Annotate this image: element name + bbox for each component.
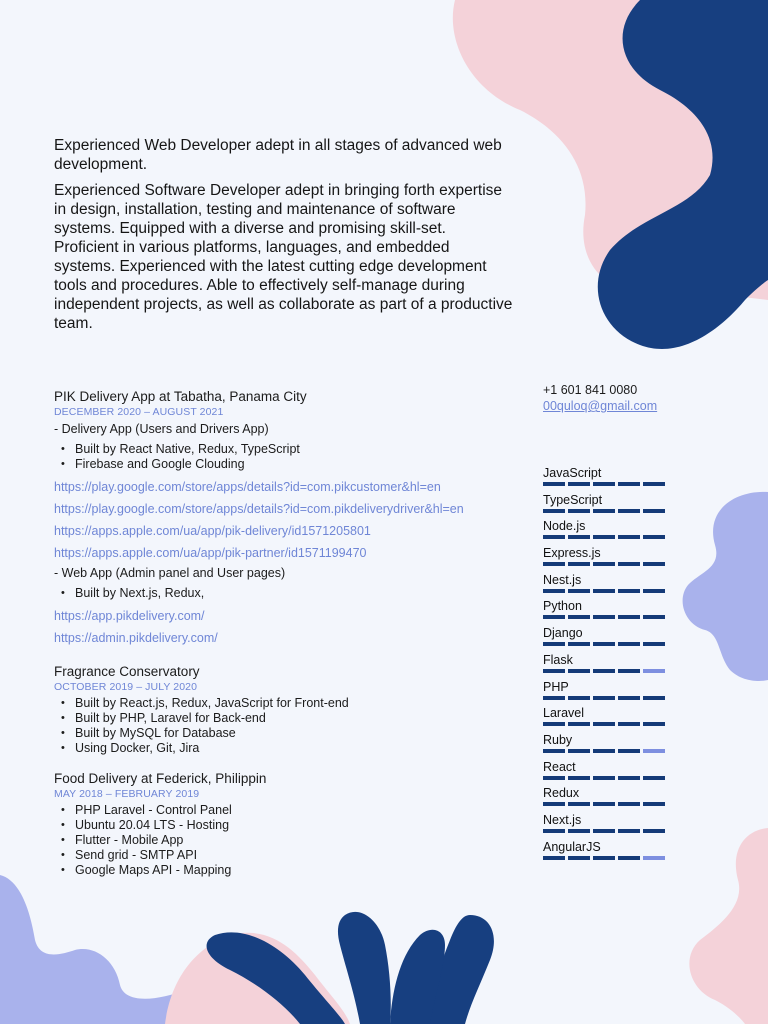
skill-level-segment <box>593 642 615 646</box>
skill-level-segment <box>543 749 565 753</box>
skill-level-bar <box>543 562 665 566</box>
list-item: • Ubuntu 20.04 LTS - Hosting <box>68 818 524 833</box>
skill-level-segment <box>568 722 590 726</box>
skill-level-segment <box>593 509 615 513</box>
skill-level-segment <box>543 696 565 700</box>
pink-blob-bottom-right <box>689 828 768 1024</box>
skill-level-segment <box>643 856 665 860</box>
skill-level-bar <box>543 509 665 513</box>
skill-level-segment <box>543 562 565 566</box>
skill-level-segment <box>643 589 665 593</box>
skill-level-segment <box>618 776 640 780</box>
skill-level-segment <box>568 749 590 753</box>
skill-level-segment <box>643 776 665 780</box>
skill-level-segment <box>593 562 615 566</box>
skill-level-segment <box>618 535 640 539</box>
skill-level-segment <box>643 562 665 566</box>
skill-level-segment <box>593 722 615 726</box>
skill-level-bar <box>543 749 665 753</box>
list-item: • PHP Laravel - Control Panel <box>68 803 524 818</box>
list-item: • Firebase and Google Clouding <box>68 457 524 472</box>
skill-name: Flask <box>543 652 573 667</box>
job-bullets <box>54 803 524 878</box>
skill-level-segment <box>618 829 640 833</box>
skill-level-segment <box>643 749 665 753</box>
skill-level-segment <box>568 615 590 619</box>
skill-level-bar <box>543 589 665 593</box>
skill-level-segment <box>568 856 590 860</box>
skill-level-segment <box>568 509 590 513</box>
skill-level-bar <box>543 696 665 700</box>
web-app-heading: - Web App (Admin panel and User pages) <box>54 566 286 580</box>
skill-level-segment <box>543 642 565 646</box>
navy-leaf-2 <box>338 912 391 1024</box>
experience-section <box>54 388 524 892</box>
skill-level-segment <box>618 856 640 860</box>
summary-section <box>54 136 514 340</box>
skill-level-segment <box>643 615 665 619</box>
skill-level-segment <box>543 829 565 833</box>
skill-level-segment <box>593 535 615 539</box>
summary-paragraph-2: Experienced Software Developer adept in bringing forth expertise in design, installation, testing and maintenance of software systems. Equipped with a diverse and promising skill-set. Proficient in various platforms, languages, and embedded systems. Experienced with the latest cutting edge development tools and procedures. Able to effectively self-manage during independent projects, as well as collaborate as part of a productive team. <box>54 182 513 332</box>
job-title: Fragrance Conservatory <box>54 664 200 679</box>
skill-name: TypeScript <box>543 492 603 507</box>
skill-level-segment <box>643 509 665 513</box>
job-dates: DECEMBER 2020 – AUGUST 2021 <box>54 406 224 418</box>
skill-level-bar <box>543 829 665 833</box>
skill-level-segment <box>643 535 665 539</box>
skill-level-segment <box>543 509 565 513</box>
skill-item <box>543 732 665 759</box>
skill-level-segment <box>643 829 665 833</box>
skill-level-segment <box>618 696 640 700</box>
job-dates: MAY 2018 – FEBRUARY 2019 <box>54 788 200 800</box>
skill-level-segment <box>593 829 615 833</box>
list-item: • Built by PHP, Laravel for Back-end <box>68 711 524 726</box>
skill-item <box>543 812 665 839</box>
link-admin-pikdelivery[interactable]: https://admin.pikdelivery.com/ <box>54 631 218 645</box>
email-link[interactable]: 00quloq@gmail.com <box>543 399 658 413</box>
skill-item <box>543 572 665 599</box>
skill-name: Redux <box>543 786 580 801</box>
skill-level-segment <box>568 829 590 833</box>
skill-level-segment <box>618 615 640 619</box>
skill-level-segment <box>593 802 615 806</box>
lavender-blob-right <box>683 492 768 681</box>
link-play-customer[interactable]: https://play.google.com/store/apps/details?id=com.pikcustomer&hl=en <box>54 480 441 494</box>
list-item: • Using Docker, Git, Jira <box>68 741 524 756</box>
skill-level-segment <box>643 722 665 726</box>
skill-item <box>543 625 665 652</box>
skill-level-segment <box>643 669 665 673</box>
skill-item <box>543 785 665 812</box>
skill-level-segment <box>593 589 615 593</box>
skill-level-segment <box>618 509 640 513</box>
mobile-app-bullets <box>54 442 524 472</box>
skill-level-segment <box>543 802 565 806</box>
skill-level-segment <box>568 669 590 673</box>
skill-item <box>543 598 665 625</box>
skill-name: Django <box>543 626 583 641</box>
skill-name: JavaScript <box>543 466 602 480</box>
list-item: • Send grid - SMTP API <box>68 848 524 863</box>
contact-section <box>543 382 657 414</box>
skill-item <box>543 545 665 572</box>
skill-level-segment <box>618 802 640 806</box>
skill-level-bar <box>543 615 665 619</box>
skill-level-segment <box>568 482 590 486</box>
job-bullets <box>54 696 524 756</box>
job-title: PIK Delivery App at Tabatha, Panama City <box>54 389 307 404</box>
skill-level-segment <box>643 642 665 646</box>
skill-level-bar <box>543 776 665 780</box>
skill-level-segment <box>643 482 665 486</box>
skill-item <box>543 492 665 519</box>
skill-name: Next.js <box>543 812 582 827</box>
summary-paragraph-1: Experienced Web Developer adept in all stages of advanced web development. <box>54 137 502 173</box>
list-item: • Flutter - Mobile App <box>68 833 524 848</box>
skill-level-segment <box>593 856 615 860</box>
list-item: • Built by MySQL for Database <box>68 726 524 741</box>
list-item: • Built by React Native, Redux, TypeScript <box>68 442 524 457</box>
job-fragrance-conservatory <box>54 663 524 756</box>
skill-level-bar <box>543 482 665 486</box>
job-food-delivery <box>54 770 524 878</box>
web-app-bullets <box>54 586 524 601</box>
skill-item <box>543 705 665 732</box>
link-play-driver[interactable]: https://play.google.com/store/apps/details?id=com.pikdeliverydriver&hl=en <box>54 502 464 516</box>
list-item: • Built by React.js, Redux, JavaScript for Front-end <box>68 696 524 711</box>
job-title: Food Delivery at Federick, Philippin <box>54 771 267 786</box>
link-appstore-delivery[interactable]: https://apps.apple.com/ua/app/pik-delivery/id1571205801 <box>54 524 371 538</box>
skill-level-segment <box>593 696 615 700</box>
skill-level-segment <box>593 669 615 673</box>
skill-level-segment <box>543 776 565 780</box>
skill-level-segment <box>568 696 590 700</box>
skill-level-segment <box>543 669 565 673</box>
skill-level-bar <box>543 802 665 806</box>
skill-name: Python <box>543 599 582 614</box>
skill-level-segment <box>618 589 640 593</box>
skill-name: Express.js <box>543 546 601 561</box>
skill-name: PHP <box>543 679 569 694</box>
skill-level-segment <box>568 562 590 566</box>
skill-item <box>543 679 665 706</box>
skill-name: AngularJS <box>543 839 601 854</box>
skill-level-segment <box>643 696 665 700</box>
skill-level-segment <box>618 749 640 753</box>
skill-level-segment <box>543 856 565 860</box>
skill-level-segment <box>568 642 590 646</box>
skill-level-segment <box>568 776 590 780</box>
skill-level-segment <box>543 482 565 486</box>
skill-level-segment <box>618 482 640 486</box>
link-app-pikdelivery[interactable]: https://app.pikdelivery.com/ <box>54 609 205 623</box>
skill-name: Ruby <box>543 732 573 747</box>
list-item: • Built by Next.js, Redux, <box>68 586 524 601</box>
skill-level-segment <box>543 535 565 539</box>
skills-section <box>543 465 665 865</box>
mobile-app-heading: - Delivery App (Users and Drivers App) <box>54 422 269 436</box>
skill-level-segment <box>593 749 615 753</box>
skill-level-segment <box>543 589 565 593</box>
skill-level-segment <box>568 589 590 593</box>
skill-level-segment <box>568 535 590 539</box>
skill-item <box>543 652 665 679</box>
skill-level-segment <box>618 562 640 566</box>
skill-name: Node.js <box>543 519 586 534</box>
skill-level-segment <box>543 615 565 619</box>
skill-item <box>543 839 665 866</box>
skill-level-segment <box>618 669 640 673</box>
phone-number: +1 601 841 0080 <box>543 383 638 397</box>
skill-level-segment <box>618 722 640 726</box>
skill-level-bar <box>543 535 665 539</box>
job-pik-delivery <box>54 388 524 649</box>
skill-level-segment <box>618 642 640 646</box>
skill-level-bar <box>543 669 665 673</box>
skill-item <box>543 759 665 786</box>
skill-level-segment <box>593 615 615 619</box>
skill-name: React <box>543 759 576 774</box>
skill-level-bar <box>543 722 665 726</box>
skill-item <box>543 465 665 492</box>
skill-level-segment <box>643 802 665 806</box>
skill-name: Nest.js <box>543 572 582 587</box>
list-item: • Google Maps API - Mapping <box>68 863 524 878</box>
skill-level-segment <box>568 802 590 806</box>
skill-level-bar <box>543 642 665 646</box>
skill-name: Laravel <box>543 706 584 721</box>
skill-level-bar <box>543 856 665 860</box>
skill-level-segment <box>593 776 615 780</box>
link-appstore-partner[interactable]: https://apps.apple.com/ua/app/pik-partner/id1571199470 <box>54 546 367 560</box>
job-dates: OCTOBER 2019 – JULY 2020 <box>54 681 198 693</box>
skill-level-segment <box>543 722 565 726</box>
skill-item <box>543 518 665 545</box>
skill-level-segment <box>593 482 615 486</box>
